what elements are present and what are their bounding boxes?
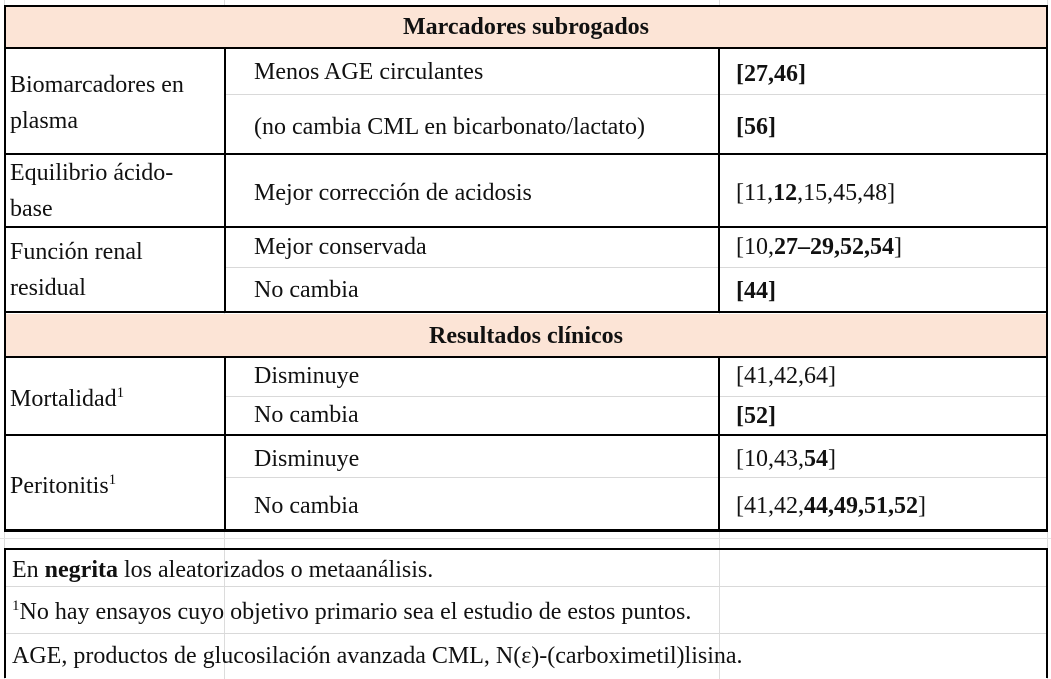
column-divider <box>718 356 720 531</box>
column-divider <box>718 47 720 313</box>
row-divider <box>226 267 1046 268</box>
effect-cell: Disminuye <box>254 446 360 472</box>
effect-cell: No cambia <box>254 493 359 519</box>
refs-cell: [10,43,54] <box>736 446 836 472</box>
effect-cell: Disminuye <box>254 363 360 389</box>
category-cell: Biomarcadores en plasma <box>10 72 184 134</box>
effect-cell: (no cambia CML en bicarbonato/lactato) <box>254 114 645 140</box>
refs-cell: [41,42,64] <box>736 363 836 389</box>
column-divider <box>224 356 226 531</box>
section-title: Marcadores subrogados <box>402 14 650 40</box>
effect-cell: Mejor corrección de acidosis <box>254 180 532 206</box>
section-header-clinical <box>4 314 1048 358</box>
refs-cell: [52] <box>736 403 776 429</box>
footnote-bold-legend: En negrita los aleatorizados o metaanálisis. <box>12 557 434 583</box>
refs-cell: [10,27–29,52,54] <box>736 234 902 260</box>
footnote-abbreviations: AGE, productos de glucosilación avanzada CML, N(ε)-(carboximetil)lisina. <box>12 643 743 669</box>
footnotes <box>4 548 1048 678</box>
category-cell: Equilibrio ácido-base <box>10 160 174 222</box>
table-border <box>1046 5 1048 531</box>
effect-cell: No cambia <box>254 402 359 428</box>
table-border <box>4 529 1048 532</box>
refs-cell: [56] <box>736 114 776 140</box>
category-cell: Función renal residual <box>10 239 143 301</box>
grid-line <box>0 538 1051 539</box>
refs-cell: [27,46] <box>736 61 806 87</box>
section-header-surrogate <box>4 5 1048 49</box>
row-divider <box>4 356 1048 358</box>
column-divider <box>224 47 226 313</box>
row-divider <box>4 47 1048 49</box>
footnote-primary-objective: $^1$No hay ensayos cuyo objetivo primario sea el estudio de estos puntos. <box>12 598 692 625</box>
summary-table <box>4 5 1048 531</box>
effect-cell: No cambia <box>254 277 359 303</box>
row-divider <box>226 94 1046 95</box>
table-border <box>4 5 1048 7</box>
refs-cell: [41,42,44,49,51,52] <box>736 493 926 519</box>
refs-cell: [44] <box>736 278 776 304</box>
row-divider <box>4 311 1048 313</box>
footnote-divider <box>6 633 1046 634</box>
category-cell: Mortalidad$^1$ <box>10 385 125 412</box>
effect-cell: Mejor conservada <box>254 234 427 260</box>
section-title: Resultados clínicos <box>428 323 623 349</box>
row-divider <box>4 434 1048 436</box>
refs-cell: [11,12,15,45,48] <box>736 180 896 206</box>
effect-cell: Menos AGE circulantes <box>254 59 484 85</box>
category-cell: Peritonitis$^1$ <box>10 472 117 499</box>
row-divider <box>226 477 1046 478</box>
table-border <box>4 5 6 531</box>
